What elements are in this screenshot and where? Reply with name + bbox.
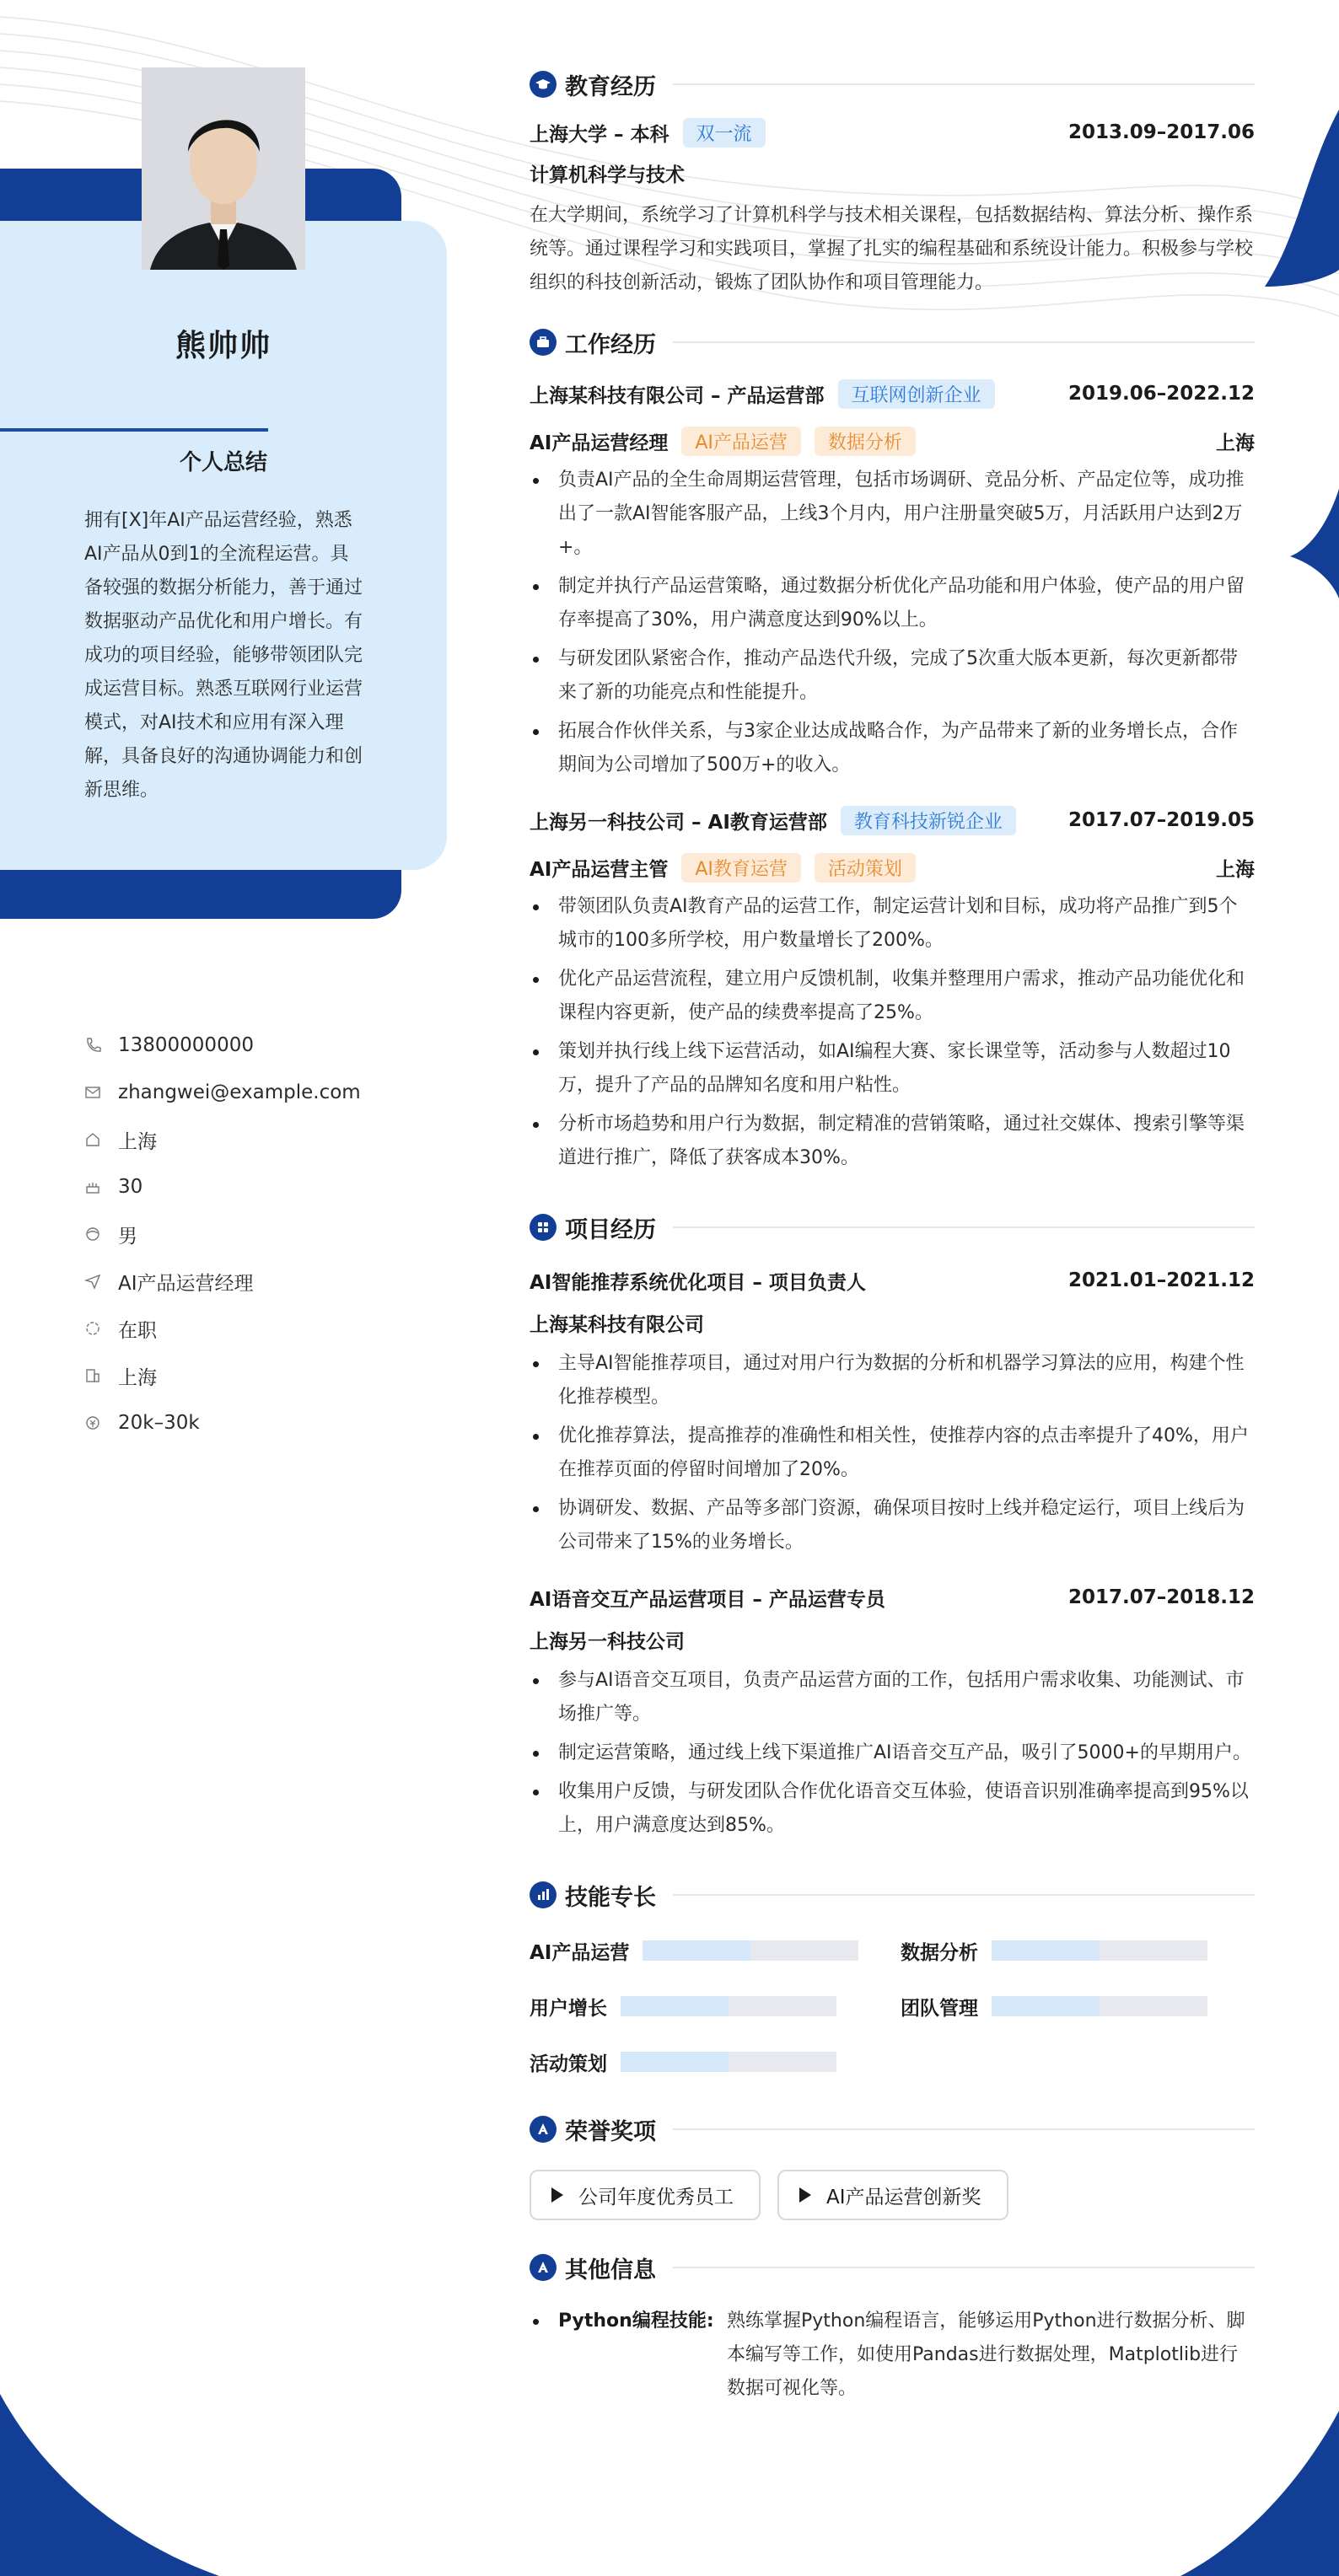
contact-list [84,1022,422,1446]
contact-value: zhangwei@example.com [118,1081,361,1103]
project-bullets [530,1347,1255,1559]
contact-salary [84,1399,422,1446]
list-item: 主导AI智能推荐项目，通过对用户行为数据的分析和机器学习算法的应用，构建个性化推荐模型。 [530,1347,1255,1414]
skill-name: 活动策划 [530,2053,607,2075]
company-tag: 教育科技新锐企业 [841,806,1016,835]
summary-text: 拥有[X]年AI产品运营经验，熟悉AI产品从0到1的全流程运营。具备较强的数据分析能力，善于通过数据驱动产品优化和用户增长。有成功的项目经验，能够带领团队完成运营目标。熟悉互联网行业运营模式，对AI技术和应用有深入理解，具备良好的沟通协调能力和创新思维。 [84,510,363,801]
job-company: 上海另一科技公司 – AI教育运营部 [530,811,827,834]
list-item: 制定运营策略，通过线上线下渠道推广AI语音交互产品，吸引了5000+的早期用户。 [530,1736,1255,1770]
section-title: 荣誉奖项 [565,2118,656,2145]
section-title: 项目经历 [565,1216,656,1243]
list-item: 带领团队负责AI教育产品的运营工作，制定运营计划和目标，成功将产品推广到5个城市的100多所学校，用户数量增长了200%。 [530,890,1255,958]
person-name: 熊帅帅 [175,329,272,363]
list-item: 负责AI产品的全生命周期运营管理，包括市场调研、竞品分析、产品定位等，成功推出了一款AI智能客服产品，上线3个月内，用户注册量突破5万，月活跃用户达到2万+。 [530,464,1255,565]
contact-value: 上海 [118,1130,157,1153]
job-bullets [530,464,1255,782]
education-description: 在大学期间，系统学习了计算机科学与技术相关课程，包括数据结构、算法分析、操作系统等。通过课程学习和实践项目，掌握了扎实的编程基础和系统设计能力。积极参与学校组织的科技创新活动，锻炼了团队协作和项目管理能力。 [530,205,1254,293]
status-icon [84,1318,118,1339]
section-title: 技能专长 [565,1884,656,1911]
gender-icon [84,1224,118,1244]
job-city: 上海 [1216,432,1255,454]
section-title: 其他信息 [565,2257,656,2284]
awards-list [530,2170,1255,2220]
list-item: 优化推荐算法，提高推荐的准确性和相关性，使推荐内容的点击率提升了40%，用户在推荐页面的停留时间增加了20%。 [530,1419,1255,1487]
contact-age [84,1163,422,1210]
job-header [530,804,1255,836]
project-header [530,1581,1255,1613]
grid-icon [530,1214,557,1241]
project-name: AI语音交互产品运营项目 – 产品运营专员 [530,1588,885,1611]
list-item: 策划并执行线上线下运营活动，如AI编程大赛、家长课堂等，活动参与人数超过10万，提升了产品的品牌知名度和用户粘性。 [530,1035,1255,1103]
section-divider [673,83,1255,85]
education-date: 2013.09–2017.06 [1067,121,1255,143]
info-icon [530,2254,557,2281]
skill-item [901,1994,1255,2018]
skill-name: 数据分析 [901,1941,978,1964]
skill-tag: 数据分析 [815,427,916,456]
skill-fill [621,1996,729,2016]
home-icon [84,1130,118,1150]
section-divider [673,1894,1255,1896]
other-label: Python编程技能: [558,2310,714,2332]
section-awards [530,2111,1255,2148]
section-divider [673,1226,1255,1228]
education-header [530,116,1255,148]
section-divider [673,341,1255,343]
section-skills [530,1876,1255,1913]
contact-value: 13800000000 [118,1034,254,1056]
skill-item [530,2050,901,2074]
list-item: 拓展合作伙伴关系，与3家企业达成战略合作，为产品带来了新的业务增长点，合作期间为公司增加了500万+的收入。 [530,715,1255,782]
skill-name: 团队管理 [901,1997,978,2020]
graduation-cap-icon [530,71,557,98]
section-education [530,66,1255,103]
section-divider [673,2128,1255,2130]
project-company: 上海某科技有限公司 [530,1314,704,1336]
main-content [530,66,1255,2406]
skill-fill [621,2052,729,2072]
skill-tag: AI教育运营 [681,853,801,883]
contact-city [84,1352,422,1399]
job-company: 上海某科技有限公司 – 产品运营部 [530,384,825,407]
job-role: AI产品运营主管 [530,858,669,881]
award-label: AI产品运营创新奖 [826,2186,981,2208]
play-icon [551,2187,563,2203]
skill-bar [992,1940,1207,1961]
project-date: 2017.07–2018.12 [1067,1586,1255,1608]
skill-tag: 活动策划 [815,853,916,883]
contact-value: 30 [118,1176,143,1198]
skill-name: 用户增长 [530,1997,607,2020]
contact-gender [84,1210,422,1258]
contact-value: 在职 [118,1319,157,1342]
skill-bar [992,1996,1207,2016]
contact-value: 上海 [118,1366,157,1389]
contact-email [84,1069,422,1116]
section-title: 工作经历 [565,331,656,358]
job-date: 2017.07–2019.05 [1067,809,1255,831]
skill-fill [643,1940,750,1961]
bar-chart-icon [530,1881,557,1908]
skill-bar [621,1996,836,2016]
list-item: 协调研发、数据、产品等多部门资源，确保项目按时上线并稳定运行，项目上线后为公司带来了15%的业务增长。 [530,1492,1255,1559]
play-icon [799,2187,811,2203]
section-work [530,324,1255,361]
phone-icon [84,1035,118,1055]
cake-icon [84,1177,118,1197]
skill-bar [621,2052,836,2072]
award-chip [777,2170,1008,2220]
briefcase-icon [530,329,557,356]
job-city: 上海 [1216,858,1255,881]
section-projects [530,1209,1255,1246]
school-tag: 双一流 [683,118,766,148]
salary-icon [84,1413,118,1433]
project-bullets [530,1664,1255,1843]
list-item: 优化产品运营流程，建立用户反馈机制，收集并整理用户需求，推动产品功能优化和课程内容更新，使产品的续费率提高了25%。 [530,963,1255,1030]
contact-value: 20k–30k [118,1412,200,1434]
other-value: 熟练掌握Python编程语言，能够运用Python进行数据分析、脚本编写等工作，如使用Pandas进行数据处理，Matplotlib进行数据可视化等。 [727,2310,1245,2399]
company-tag: 互联网创新企业 [838,379,995,409]
job-role: AI产品运营经理 [530,432,669,454]
job-role-row [530,425,1255,457]
summary-heading: 个人总结 [179,450,267,475]
list-item: 参与AI语音交互项目，负责产品运营方面的工作，包括用户需求收集、功能测试、市场推广等。 [530,1664,1255,1731]
contact-phone [84,1022,422,1069]
skill-item [530,1994,901,2018]
skill-fill [992,1996,1100,2016]
section-other [530,2249,1255,2286]
award-chip [530,2170,761,2220]
skill-name: AI产品运营 [530,1941,630,1964]
contact-value: AI产品运营经理 [118,1272,254,1295]
building-icon [84,1366,118,1386]
section-divider [673,2267,1255,2268]
list-item: 与研发团队紧密合作，推动产品迭代升级，完成了5次重大版本更新，每次更新都带来了新的功能亮点和性能提升。 [530,642,1255,710]
school-name: 上海大学 – 本科 [530,123,670,146]
skill-tag: AI产品运营 [681,427,801,456]
mail-icon [84,1082,118,1103]
skill-fill [992,1940,1100,1961]
project-header [530,1264,1255,1296]
list-item: 制定并执行产品运营策略，通过数据分析优化产品功能和用户体验，使产品的用户留存率提高了30%，用户满意度达到90%以上。 [530,570,1255,637]
skill-item [901,1939,1255,1962]
send-icon [84,1271,118,1291]
other-item [530,2305,1255,2406]
skill-bar [643,1940,858,1961]
contact-status [84,1305,422,1352]
contact-home [84,1116,422,1163]
skills-grid [530,1939,1255,2074]
award-icon [530,2116,557,2143]
list-item: 收集用户反馈，与研发团队合作优化语音交互体验，使语音识别准确率提高到95%以上，用户满意度达到85%。 [530,1775,1255,1843]
contact-position [84,1258,422,1305]
project-name: AI智能推荐系统优化项目 – 项目负责人 [530,1271,866,1294]
job-header [530,378,1255,410]
list-item: 分析市场趋势和用户行为数据，制定精准的营销策略，通过社交媒体、搜索引擎等渠道进行推广，降低了获客成本30%。 [530,1108,1255,1175]
job-role-row [530,851,1255,883]
project-date: 2021.01–2021.12 [1067,1269,1255,1291]
contact-value: 男 [118,1225,137,1248]
profile-photo [142,67,305,270]
job-bullets [530,890,1255,1175]
project-company: 上海另一科技公司 [530,1631,685,1653]
bullet-dot [530,2305,558,2406]
job-date: 2019.06–2022.12 [1067,383,1255,405]
name-divider [0,428,268,432]
section-title: 教育经历 [565,73,656,100]
major: 计算机科学与技术 [530,164,685,186]
award-label: 公司年度优秀员工 [578,2186,734,2208]
skill-item [530,1939,901,1962]
